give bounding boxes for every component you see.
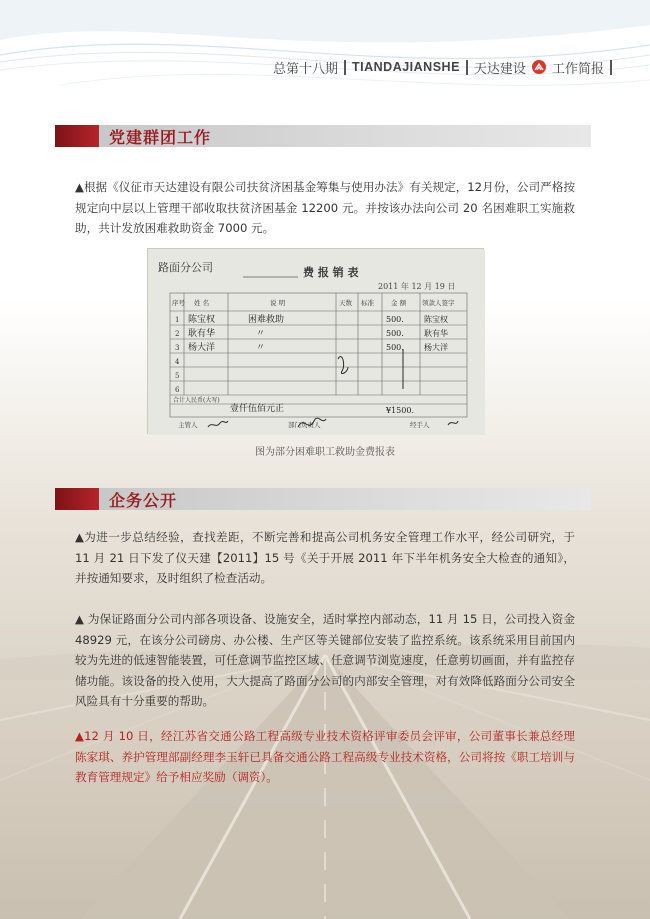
receipt-row-name: 杨大洋 (188, 343, 216, 353)
section2-paragraph-1: ▲为进一步总结经验，查找差距，不断完善和提高公司机务安全管理工作水平，经公司研究，于 11 月 21 日下发了仪天建【2011】15 号《关于开展 2011 年下半年机务安全大检查的通知》，并按通知要求，及时组织了检查活动。 (75, 530, 575, 585)
divider (466, 60, 468, 75)
receipt-total-words: 壹仟伍佰元正 (230, 404, 285, 414)
receipt-caption: 图为部分困难职工救助金费报表 (255, 447, 395, 458)
receipt-row-no: 4 (175, 358, 180, 366)
receipt-header-desc: 说 明 (270, 299, 286, 307)
receipt-row-sign: 陈宝权 (424, 315, 448, 324)
receipt-footer-supervisor: 主管人 (178, 421, 198, 429)
company-logo-icon (532, 60, 546, 74)
section-title-text: 党建群团工作 (109, 127, 212, 147)
receipt-header-amount: 金 额 (391, 299, 407, 307)
section2-paragraph-2: ▲ 为保证路面分公司内部各项设备、设施安全，适时掌控内部动态，11 月 15 日，公司投入资金 48929 元，在该分公司磅房、办公楼、生产区等关键部位安装了监控系统。该系统采用目前国内较为先进的低速智能装置，可任意调节监控区域、任意调节浏览速度，任意剪切画面，并有监控存储功能。该设备的投入使用，大大提高了路面分公司的内部安全管理，对有效降低路面分公司安全风险具有十分重要的帮助。 (75, 612, 575, 708)
receipt-row-amount: 500. (386, 343, 404, 352)
receipt-row-no: 3 (175, 344, 180, 352)
receipt-row-no: 1 (175, 316, 180, 324)
receipt-row-amount: 500. (386, 315, 404, 324)
brand-name: TIANDAJIANSHE (352, 60, 460, 74)
receipt-row-amount: 500. (386, 329, 404, 338)
receipt-header-sign: 领款人签字 (422, 299, 455, 307)
receipt-footer-handler: 经手人 (410, 421, 430, 429)
company-name: 天达建设 (473, 61, 526, 77)
section-marker (55, 125, 99, 147)
receipt-row-sign: 杨大洋 (424, 343, 448, 352)
receipt-row-desc: 〃 (256, 329, 266, 339)
section-title-business (55, 488, 591, 510)
receipt-title: 费 报 销 表 (303, 266, 359, 279)
divider (344, 60, 346, 75)
receipt-total-label: 合计人民币(大写) (173, 397, 220, 404)
section-marker (55, 488, 99, 510)
receipt-row-name: 耿有华 (188, 329, 216, 339)
receipt-drawing (148, 249, 485, 435)
receipt-row-no: 2 (175, 330, 180, 338)
receipt-footer-dept: 部门负责人 (288, 421, 321, 429)
receipt-total-amount: ¥1500. (386, 406, 414, 415)
receipt-row-desc: 〃 (256, 343, 266, 353)
receipt-header-std: 标准 (361, 299, 374, 307)
receipt-row-desc: 困难救助 (248, 315, 285, 325)
receipt-row-no: 6 (175, 386, 180, 394)
receipt-header-no: 序号 (172, 299, 185, 307)
receipt-row-no: 5 (175, 372, 180, 380)
section2-paragraph-3: ▲12 月 10 日，经江苏省交通公路工程高级专业技术资格评审委员会评审，公司董事长兼总经理陈家琪、养护管理部副经理李玉轩已具备交通公路工程高级专业技术资格，公司将按《职工培训与教育管理规定》给予相应奖励（调资）。 (75, 729, 575, 784)
receipt-row-sign: 耿有华 (424, 329, 448, 338)
page-header (273, 57, 612, 77)
expense-receipt-photo (147, 248, 484, 434)
section-title-party (55, 125, 591, 147)
receipt-org: 路面分公司 (158, 261, 213, 274)
section-band (99, 125, 591, 147)
bulletin-title: 工作简报 (551, 61, 604, 77)
section-band (99, 488, 591, 510)
receipt-date: 2011 年 12 月 19 日 (378, 282, 456, 291)
receipt-header-name: 姓 名 (194, 299, 210, 307)
section-title-text: 企务公开 (109, 490, 178, 510)
section1-paragraph: ▲根据《仪征市天达建设有限公司扶贫济困基金筹集与使用办法》有关规定，12月份，公司严格按规定向中层以上管理干部收取扶贫济困基金 12200 元。并按该办法向公司 20 名困难职工实施救助，共计发放困难救助资金 7000 元。 (75, 180, 575, 235)
issue-number: 总第十八期 (273, 61, 339, 77)
receipt-header-days: 天数 (339, 299, 352, 307)
divider (610, 60, 612, 75)
receipt-row-name: 陈宝权 (188, 315, 216, 325)
header-wave-decoration (0, 0, 650, 100)
